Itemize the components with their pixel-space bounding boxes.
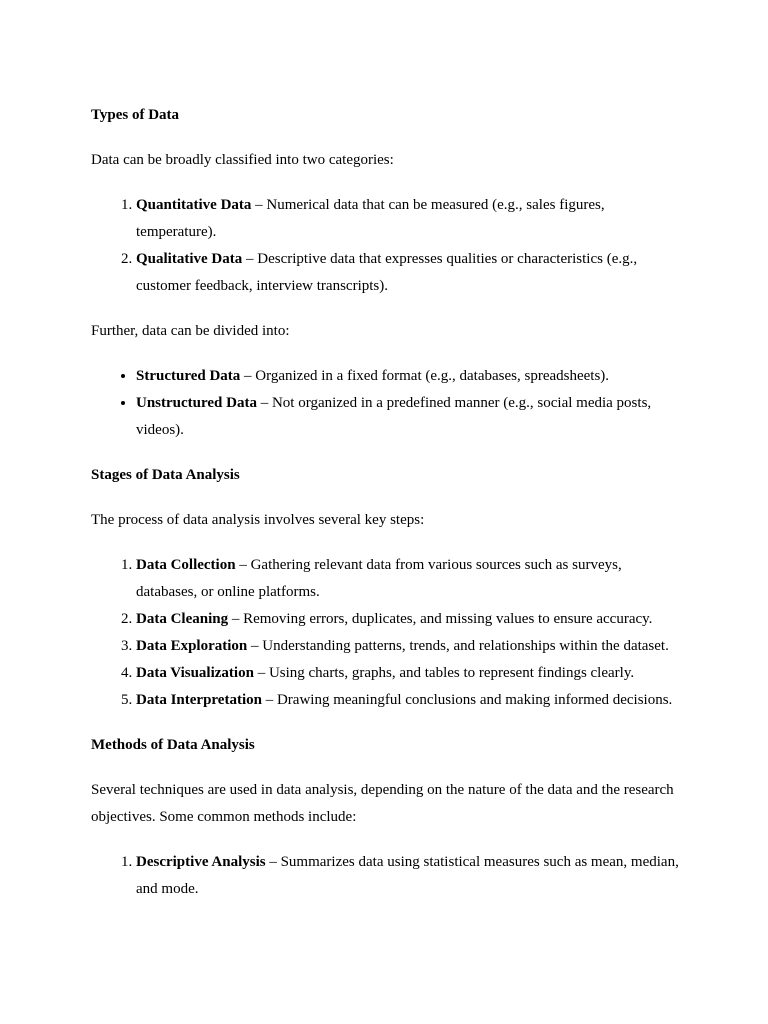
list-item bbox=[136, 633, 683, 660]
numbered-list bbox=[91, 552, 683, 714]
list-item bbox=[136, 363, 683, 390]
list-item-term: Data Exploration bbox=[136, 638, 248, 654]
list-item-description: – Summarizes data using statistical measures such as mean, median, and mode. bbox=[136, 854, 679, 897]
paragraph: Further, data can be divided into: bbox=[91, 323, 290, 339]
list-item-term: Unstructured Data bbox=[136, 395, 257, 411]
list-item-term: Qualitative Data bbox=[136, 251, 243, 267]
paragraph: Data can be broadly classified into two categories: bbox=[91, 152, 394, 168]
list-item bbox=[136, 660, 683, 687]
list-item bbox=[136, 246, 683, 300]
list-item-description: – Descriptive data that expresses qualities or characteristics (e.g., customer feedback, interview transcripts). bbox=[136, 251, 638, 294]
list-item-description: – Removing errors, duplicates, and missing values to ensure accuracy. bbox=[228, 611, 653, 627]
numbered-list bbox=[91, 849, 683, 903]
list-item-description: – Gathering relevant data from various sources such as surveys, databases, or online platforms. bbox=[136, 557, 622, 600]
paragraph: The process of data analysis involves several key steps: bbox=[91, 512, 425, 528]
list-item-description: – Numerical data that can be measured (e.g., sales figures, temperature). bbox=[136, 197, 605, 240]
list-item bbox=[136, 192, 683, 246]
section-heading-types: Types of Data bbox=[91, 107, 180, 123]
numbered-list bbox=[91, 192, 683, 300]
list-item-term: Data Collection bbox=[136, 557, 236, 573]
section-heading-stages: Stages of Data Analysis bbox=[91, 467, 240, 483]
list-item-term: Quantitative Data bbox=[136, 197, 252, 213]
list-item-description: – Drawing meaningful conclusions and making informed decisions. bbox=[261, 692, 673, 708]
list-item-description: – Not organized in a predefined manner (e.g., social media posts, videos). bbox=[136, 395, 652, 438]
list-item-term: Data Interpretation bbox=[136, 692, 262, 708]
list-item bbox=[136, 552, 683, 606]
list-item-description: – Organized in a fixed format (e.g., databases, spreadsheets). bbox=[240, 368, 610, 384]
list-item-term: Structured Data bbox=[136, 368, 241, 384]
document-content bbox=[91, 102, 683, 903]
list-item-term: Data Visualization bbox=[136, 665, 254, 681]
list-item bbox=[136, 606, 683, 633]
list-item bbox=[136, 687, 683, 714]
list-item-term: Data Cleaning bbox=[136, 611, 229, 627]
bullet-list bbox=[91, 363, 683, 444]
list-item bbox=[136, 390, 683, 444]
list-item-description: – Understanding patterns, trends, and relationships within the dataset. bbox=[247, 638, 669, 654]
list-item-description: – Using charts, graphs, and tables to represent findings clearly. bbox=[253, 665, 635, 681]
list-item-term: Descriptive Analysis bbox=[136, 854, 266, 870]
list-item bbox=[136, 849, 683, 903]
section-heading-methods: Methods of Data Analysis bbox=[91, 737, 255, 753]
paragraph: Several techniques are used in data analysis, depending on the nature of the data and the research objectives. Some common methods include: bbox=[91, 782, 674, 825]
